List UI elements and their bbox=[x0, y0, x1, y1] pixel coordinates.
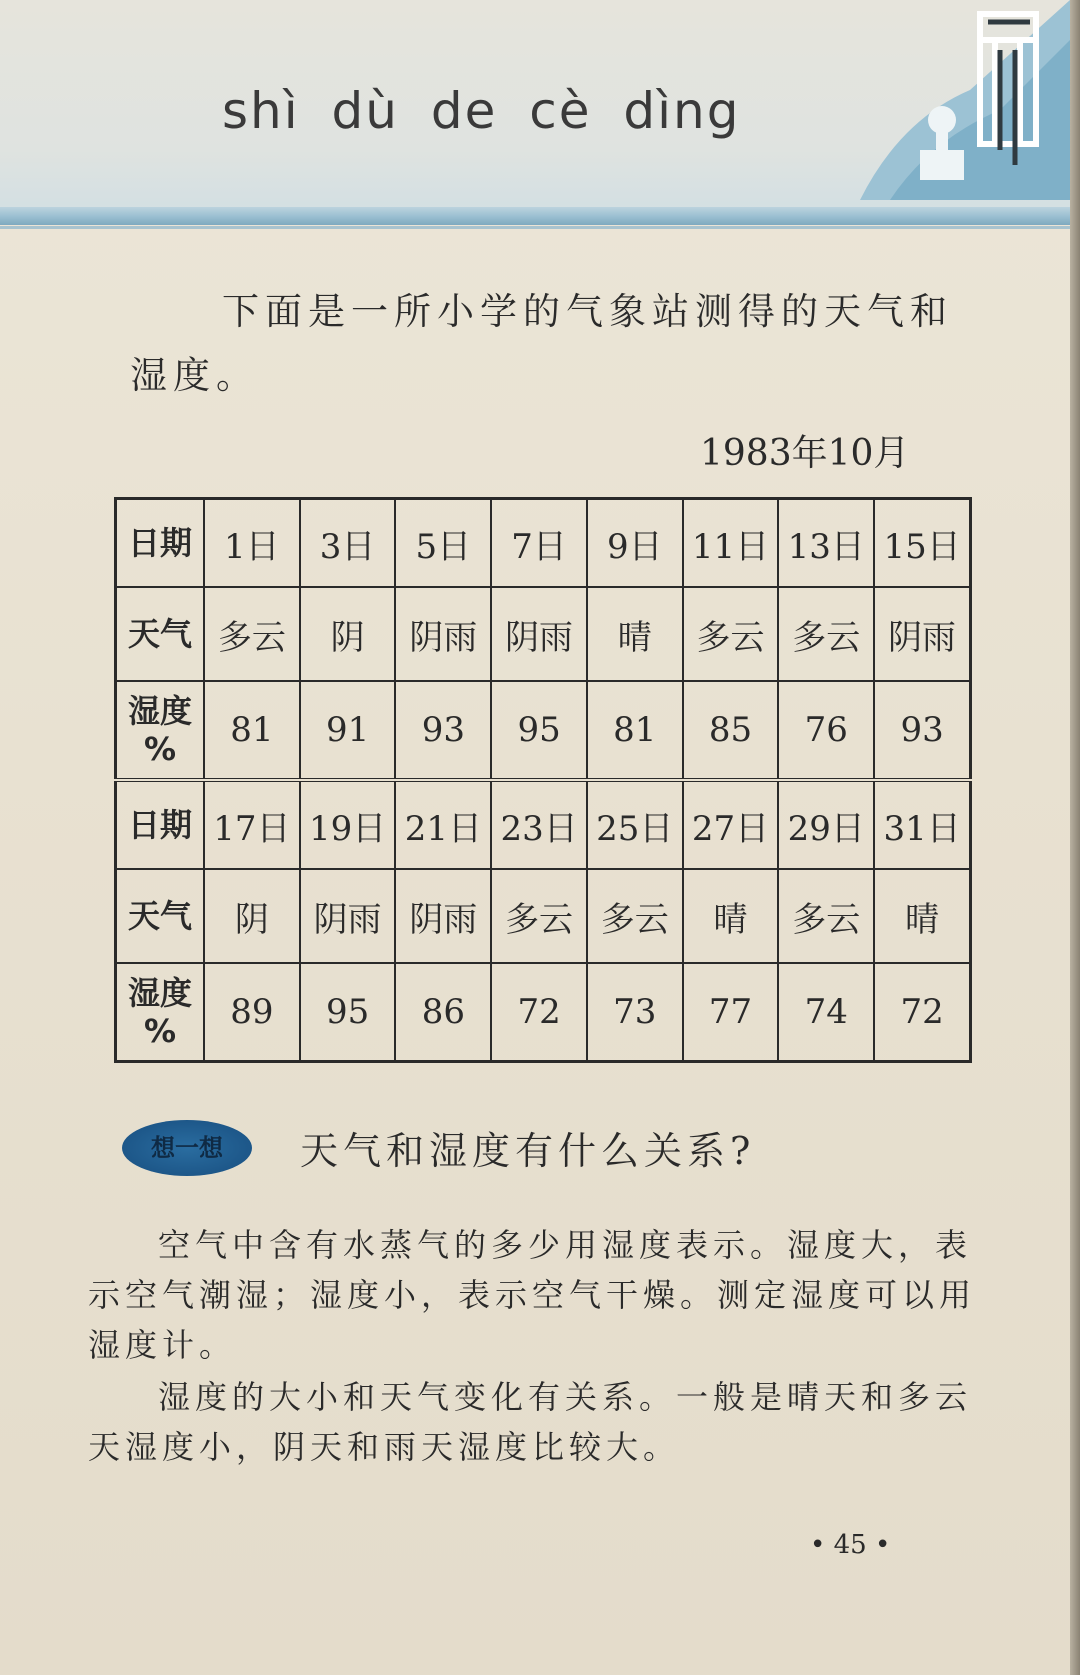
think-badge: 想一想 bbox=[122, 1120, 252, 1176]
weather-cell: 阴雨 bbox=[491, 587, 587, 681]
date-cell: 31日 bbox=[874, 780, 970, 869]
humidity-cell: 72 bbox=[874, 963, 970, 1062]
humidity-cell: 89 bbox=[204, 963, 300, 1062]
table-row-weather-1 bbox=[116, 587, 971, 681]
pinyin-title: shì dù de cè dìng bbox=[222, 82, 741, 140]
date-cell: 11日 bbox=[683, 499, 779, 588]
weather-cell: 阴 bbox=[300, 587, 396, 681]
table-row-dates-2 bbox=[116, 780, 971, 869]
header-rule bbox=[0, 207, 1070, 225]
humidity-cell: 76 bbox=[778, 681, 874, 780]
humidity-cell: 77 bbox=[683, 963, 779, 1062]
table-row-dates-1 bbox=[116, 499, 971, 588]
weather-cell: 阴雨 bbox=[874, 587, 970, 681]
humidity-cell: 95 bbox=[300, 963, 396, 1062]
weather-cell: 多云 bbox=[204, 587, 300, 681]
date-cell: 1日 bbox=[204, 499, 300, 588]
page-number: • 45 • bbox=[810, 1530, 891, 1560]
table-row-humidity-2 bbox=[116, 963, 971, 1062]
humidity-cell: 86 bbox=[395, 963, 491, 1062]
weather-cell: 晴 bbox=[874, 869, 970, 963]
weather-cell: 阴雨 bbox=[395, 869, 491, 963]
weather-cell: 晴 bbox=[683, 869, 779, 963]
weather-cell: 阴雨 bbox=[395, 587, 491, 681]
humidity-cell: 91 bbox=[300, 681, 396, 780]
date-cell: 23日 bbox=[491, 780, 587, 869]
label-humidity: 湿度 % bbox=[116, 963, 205, 1062]
humidity-cell: 85 bbox=[683, 681, 779, 780]
think-question: 天气和湿度有什么关系? bbox=[300, 1129, 756, 1173]
humidity-cell: 93 bbox=[395, 681, 491, 780]
date-cell: 27日 bbox=[683, 780, 779, 869]
page-edge bbox=[1070, 0, 1080, 1675]
date-cell: 5日 bbox=[395, 499, 491, 588]
date-cell: 3日 bbox=[300, 499, 396, 588]
header-rule-thin bbox=[0, 226, 1070, 229]
humidity-cell: 72 bbox=[491, 963, 587, 1062]
label-humidity: 湿度 % bbox=[116, 681, 205, 780]
weather-cell: 多云 bbox=[587, 869, 683, 963]
humidity-cell: 95 bbox=[491, 681, 587, 780]
label-weather: 天气 bbox=[116, 869, 205, 963]
humidity-cell: 74 bbox=[778, 963, 874, 1062]
humidity-cell: 93 bbox=[874, 681, 970, 780]
label-date: 日期 bbox=[116, 780, 205, 869]
weather-cell: 晴 bbox=[587, 587, 683, 681]
weather-cell: 多云 bbox=[778, 587, 874, 681]
paragraph-humidity-weather: 湿度的大小和天气变化有关系。一般是晴天和多云天湿度小，阴天和雨天湿度比较大。 bbox=[88, 1378, 973, 1466]
header-corner-illustration bbox=[860, 0, 1070, 200]
date-cell: 25日 bbox=[587, 780, 683, 869]
table-row-weather-2 bbox=[116, 869, 971, 963]
table-date-caption: 1983年10月 bbox=[700, 433, 910, 474]
humidity-cell: 81 bbox=[587, 681, 683, 780]
weather-humidity-table bbox=[114, 497, 972, 1063]
date-cell: 29日 bbox=[778, 780, 874, 869]
intro-paragraph: 下面是一所小学的气象站测得的天气和湿度。 bbox=[130, 290, 953, 397]
paragraph-humidity-definition: 空气中含有水蒸气的多少用湿度表示。湿度大，表示空气潮湿；湿度小，表示空气干燥。测定湿度可以用湿度计。 bbox=[88, 1226, 977, 1364]
humidity-cell: 73 bbox=[587, 963, 683, 1062]
weather-cell: 阴雨 bbox=[300, 869, 396, 963]
date-cell: 19日 bbox=[300, 780, 396, 869]
date-cell: 7日 bbox=[491, 499, 587, 588]
date-cell: 17日 bbox=[204, 780, 300, 869]
humidity-cell: 81 bbox=[204, 681, 300, 780]
weather-cell: 多云 bbox=[683, 587, 779, 681]
date-cell: 13日 bbox=[778, 499, 874, 588]
date-cell: 21日 bbox=[395, 780, 491, 869]
weather-cell: 多云 bbox=[491, 869, 587, 963]
label-date: 日期 bbox=[116, 499, 205, 588]
table-row-humidity-1 bbox=[116, 681, 971, 780]
date-cell: 15日 bbox=[874, 499, 970, 588]
weather-cell: 多云 bbox=[778, 869, 874, 963]
label-weather: 天气 bbox=[116, 587, 205, 681]
weather-cell: 阴 bbox=[204, 869, 300, 963]
date-cell: 9日 bbox=[587, 499, 683, 588]
